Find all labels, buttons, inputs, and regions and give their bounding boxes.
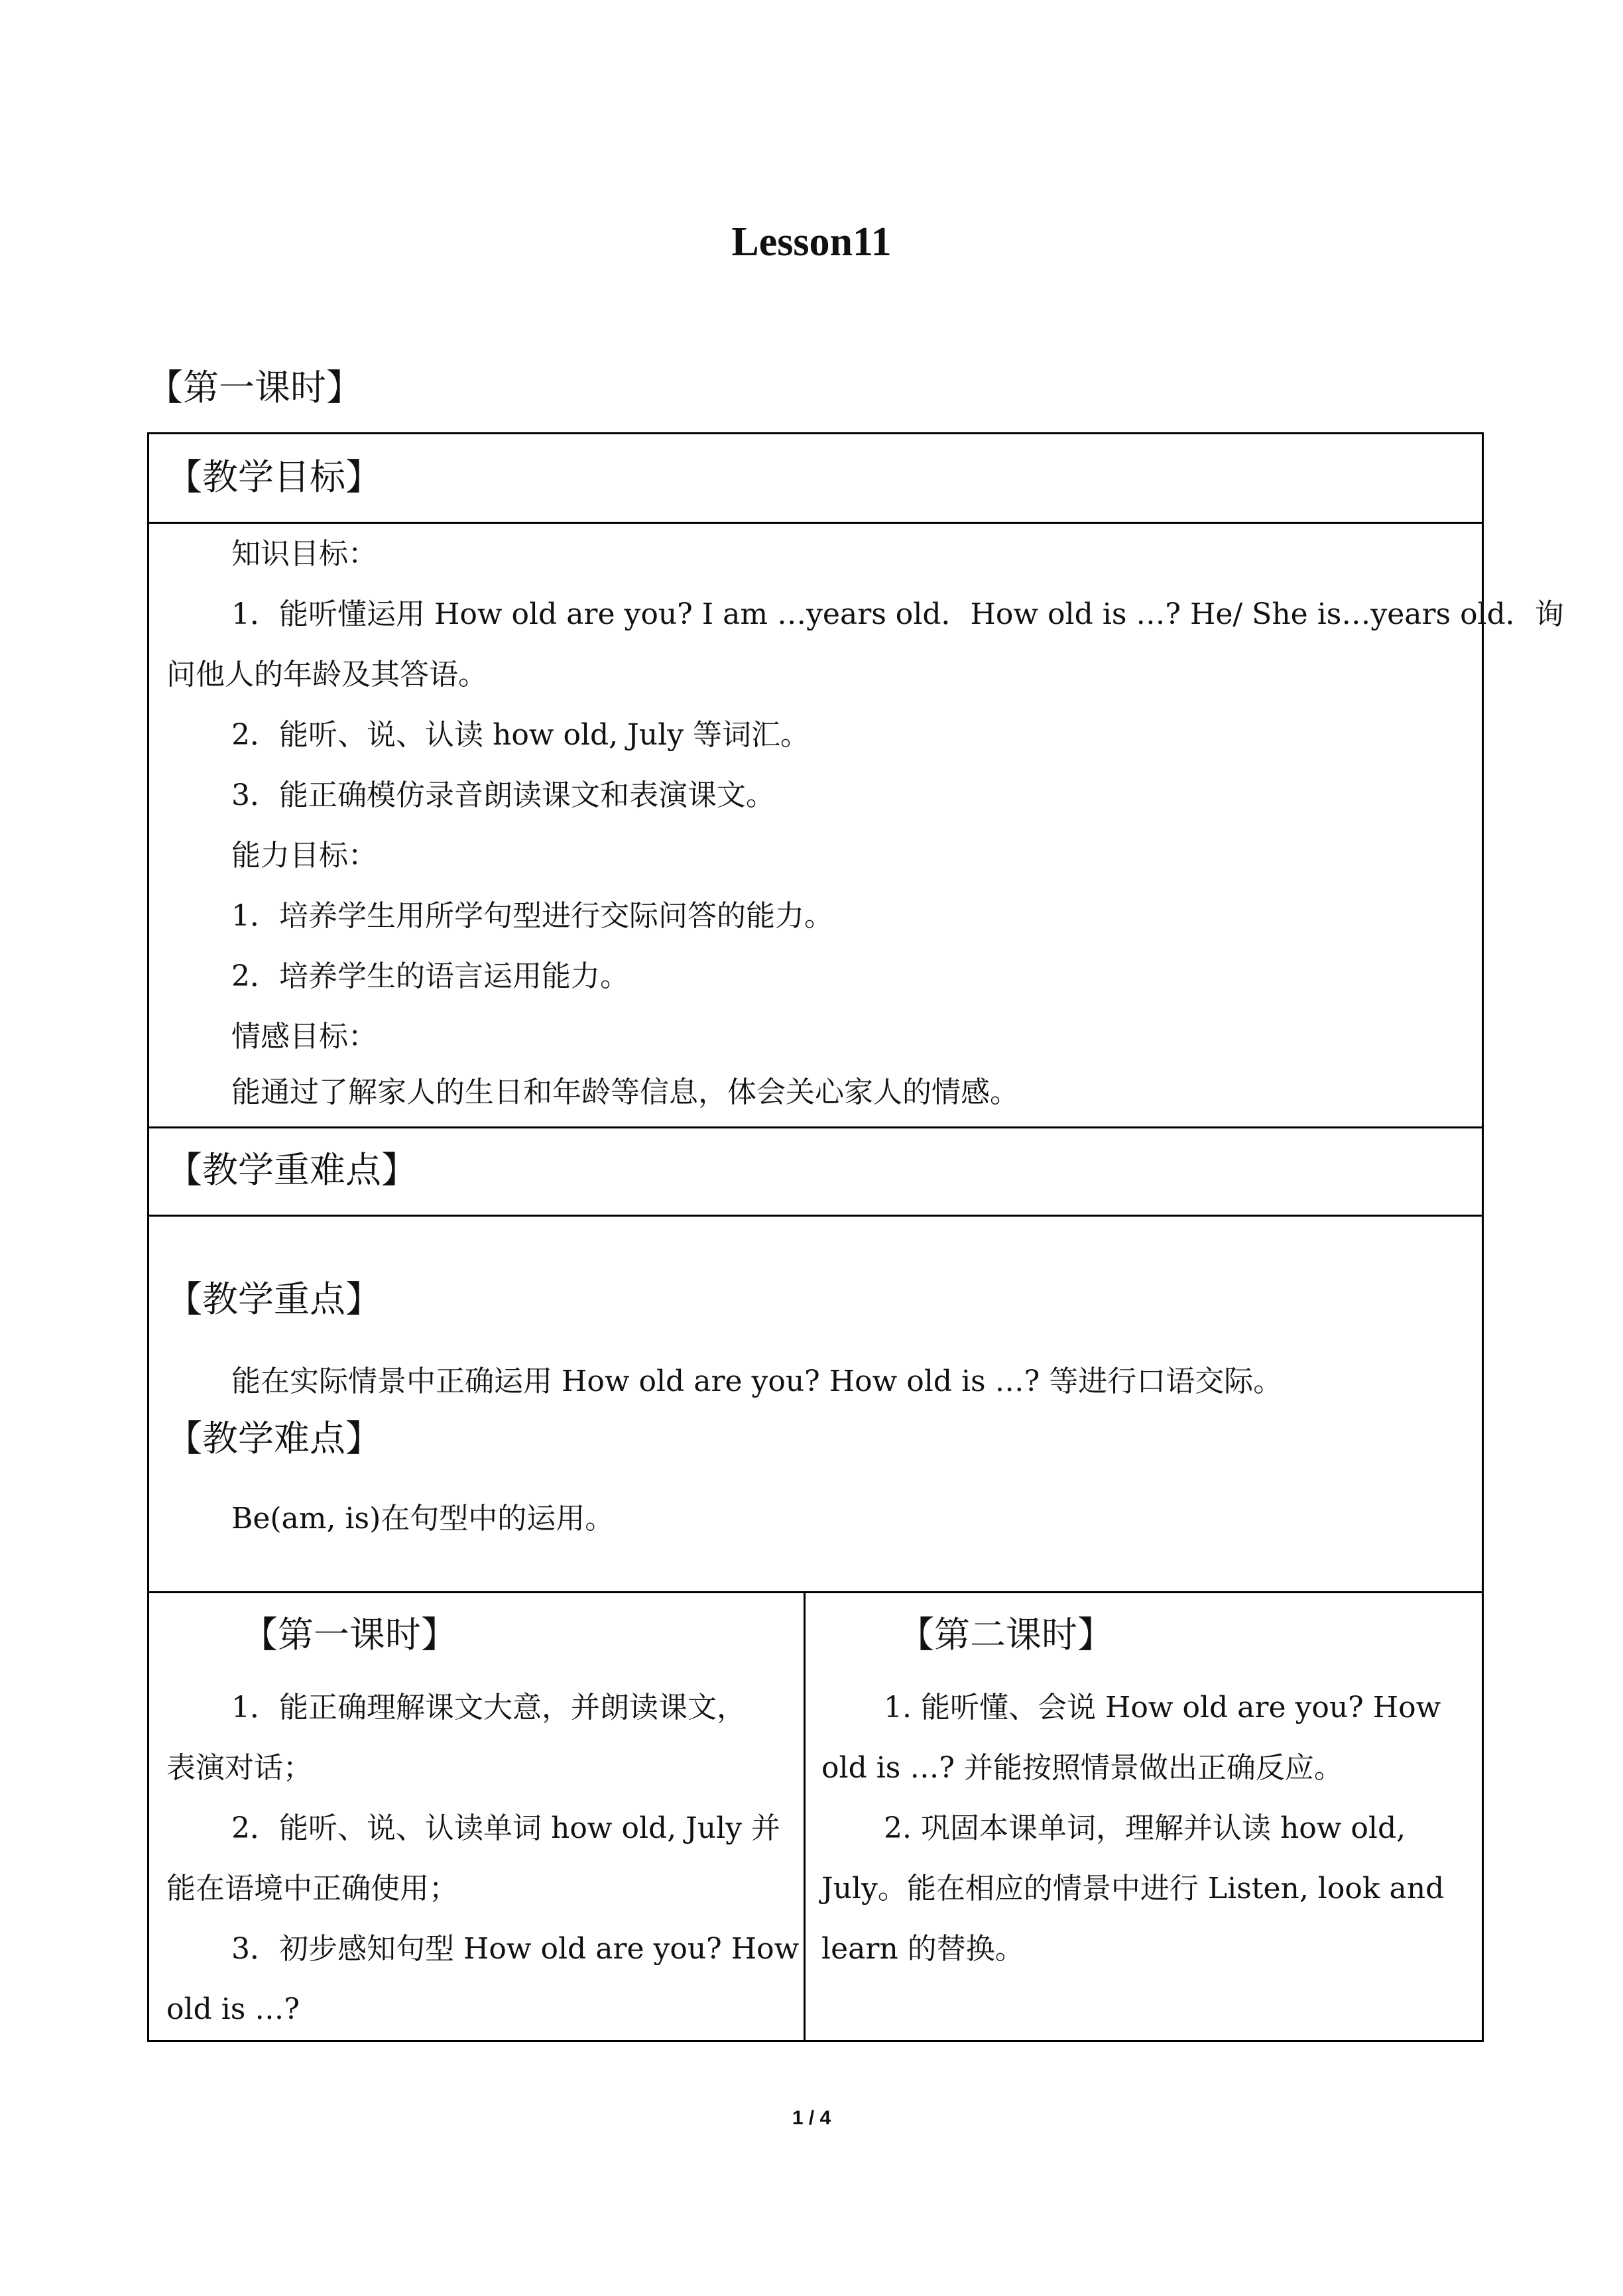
- key-difficult-heading-row: [149, 1126, 1482, 1214]
- periods-row: [149, 1591, 1482, 2042]
- second-period-item-2-cont2: learn 的替换。: [821, 1932, 1024, 1966]
- knowledge-item-2: 2．能听、说、认读 how old, July 等词汇。: [231, 718, 810, 752]
- first-period-item-2-cont: 能在语境中正确使用；: [166, 1872, 458, 1905]
- second-period-item-2-cont: July。能在相应的情景中进行 Listen, look and: [821, 1872, 1445, 1905]
- objectives-heading: 【教学目标】: [166, 456, 381, 498]
- column-divider: [804, 1593, 806, 2042]
- first-period-item-3-cont: old is …?: [166, 1992, 300, 2026]
- knowledge-label: 知识目标：: [231, 537, 377, 571]
- difficult-points-text: Be(am, is)在句型中的运用。: [231, 1502, 615, 1536]
- first-period-item-1: 1．能正确理解课文大意，并朗读课文，: [231, 1691, 746, 1724]
- first-period-item-3: 3．初步感知句型 How old are you? How: [231, 1932, 800, 1966]
- ability-item-1: 1．培养学生用所学句型进行交际问答的能力。: [231, 899, 833, 933]
- first-period-heading: 【第一课时】: [242, 1614, 457, 1656]
- ability-item-2: 2．培养学生的语言运用能力。: [231, 959, 629, 993]
- page-number: 1 / 4: [792, 2107, 831, 2129]
- knowledge-item-1: 1．能听懂运用 How old are you? I am …years old．How old is …? He/ She is…years old．询: [231, 597, 1564, 631]
- key-difficult-heading: 【教学重难点】: [166, 1149, 417, 1191]
- key-points-heading: 【教学重点】: [166, 1278, 381, 1320]
- second-period-heading: 【第二课时】: [898, 1614, 1113, 1656]
- lesson-plan-table: [147, 432, 1564, 2042]
- emotion-label: 情感目标：: [231, 1020, 377, 1054]
- knowledge-item-1-cont: 问他人的年龄及其答语。: [166, 658, 487, 692]
- first-period-item-1-cont: 表演对话；: [166, 1751, 312, 1785]
- objectives-content: [149, 522, 1564, 1109]
- knowledge-item-3: 3．能正确模仿录音朗读课文和表演课文。: [231, 778, 775, 812]
- second-period-item-2: 2. 巩固本课单词，理解并认读 how old,: [884, 1811, 1406, 1845]
- ability-label: 能力目标：: [231, 839, 377, 873]
- second-period-item-1-cont: old is …? 并能按照情景做出正确反应。: [821, 1751, 1343, 1785]
- difficult-points-heading: 【教学难点】: [166, 1418, 381, 1459]
- page-title: Lesson11: [731, 219, 892, 265]
- objectives-heading-row: [149, 434, 1482, 522]
- emotion-item-1: 能通过了解家人的生日和年龄等信息，体会关心家人的情感。: [231, 1075, 1019, 1109]
- first-period-item-2: 2．能听、说、认读单词 how old, July 并: [231, 1811, 781, 1845]
- key-difficult-content: [149, 1215, 1482, 1591]
- session-label: 【第一课时】: [147, 367, 362, 408]
- key-points-text: 能在实际情景中正确运用 How old are you? How old is …? 等进行口语交际。: [231, 1364, 1283, 1398]
- second-period-item-1: 1. 能听懂、会说 How old are you? How: [884, 1691, 1441, 1724]
